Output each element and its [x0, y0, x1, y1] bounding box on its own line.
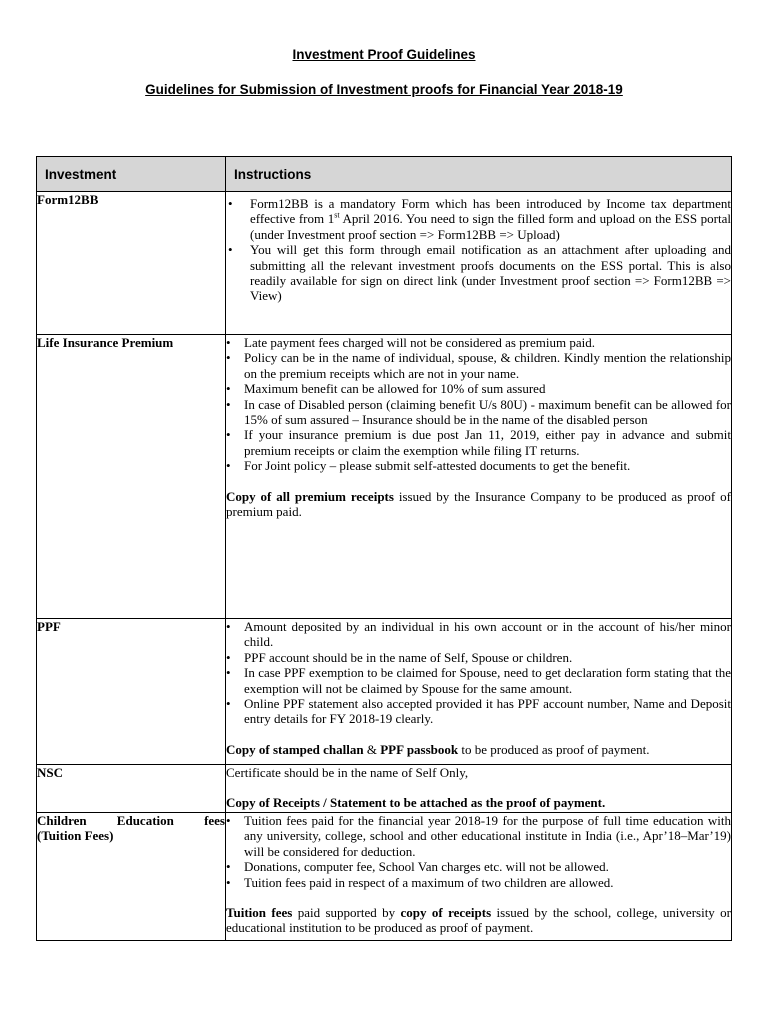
bullet-icon: •	[226, 427, 231, 443]
table-row-life-insurance	[37, 335, 732, 619]
row-label-children-education: Children Education fees (Tuition Fees)	[37, 813, 226, 941]
row-instructions-form12bb	[226, 192, 732, 335]
list-item: • In case PPF exemption to be claimed for Spouse, need to get declaration form stating that the exemption will not be claimed by Spouse for the same amount.	[226, 665, 731, 696]
row-label-life-insurance: Life Insurance Premium	[37, 335, 226, 619]
bullet-icon: •	[226, 874, 231, 890]
list-item: • In case of Disabled person (claiming benefit U/s 80U) - maximum benefit can be allowed for 15% of sum assured – Insurance should be in the name of the disabled person	[226, 396, 731, 428]
row-instructions-ppf	[226, 619, 732, 765]
life-insurance-note: Copy of all premium receipts issued by the Insurance Company to be produced as proof of premium paid.	[226, 488, 732, 520]
children-education-note: Tuition fees paid supported by copy of receipts issued by the school, college, university or educational institution to be produced as proof of payment.	[226, 905, 732, 936]
list-item: • If your insurance premium is due post Jan 11, 2019, either pay in advance and submit premium receipts or claim the exemption while filing IT returns.	[226, 427, 731, 458]
bullet-icon: •	[226, 649, 231, 665]
list-item: • For Joint policy – please submit self-attested documents to get the benefit.	[226, 458, 631, 474]
list-item: • You will get this form through email notification as an attachment after uploading and submitting all the relevant investment proofs documents on the ESS portal. This is also readily available for sign on direct link (under Investment proof section => Form12BB => View)	[228, 242, 731, 304]
row-label-nsc: NSC	[37, 765, 226, 813]
bullet-icon: •	[226, 619, 231, 634]
table-header-row	[37, 157, 732, 192]
bullet-icon: •	[226, 335, 231, 350]
table-row-nsc	[37, 765, 732, 813]
bullet-icon: •	[228, 196, 233, 211]
bullet-icon: •	[226, 381, 231, 397]
list-item: • Amount deposited by an individual in his own account or in the account of his/her minor child.	[226, 619, 731, 650]
bullet-icon: •	[226, 458, 231, 474]
bullet-icon: •	[226, 696, 231, 712]
row-label-ppf: PPF	[37, 619, 226, 765]
list-item: • Policy can be in the name of individual, spouse, & children. Kindly mention the relationship on the premium receipts which are not in your name.	[226, 350, 731, 381]
bullet-icon: •	[226, 665, 231, 681]
bullet-icon: •	[226, 813, 231, 828]
table-row-children-education	[37, 813, 732, 941]
list-item: • Maximum benefit can be allowed for 10% of sum assured	[226, 381, 546, 397]
row-instructions-life-insurance	[226, 335, 732, 619]
list-item: • Form12BB is a mandatory Form which has been introduced by Income tax department effective from 1st April 2016. You need to sign the filled form and upload on the ESS portal (under Investment proof section => Form12BB => Upload)	[228, 196, 732, 242]
list-item: • PPF account should be in the name of Self, Spouse or children.	[226, 649, 573, 665]
bullet-icon: •	[226, 350, 231, 366]
guidelines-table	[36, 156, 732, 941]
column-header-investment: Investment	[37, 157, 226, 192]
document-title: Investment Proof Guidelines	[292, 47, 476, 62]
list-item: • Donations, computer fee, School Van charges etc. will not be allowed.	[226, 859, 609, 875]
row-instructions-nsc	[226, 765, 732, 813]
row-label-form12bb: Form12BB	[37, 192, 226, 335]
nsc-note: Copy of Receipts / Statement to be attached as the proof of payment.	[226, 795, 606, 811]
bullet-icon: •	[226, 396, 231, 412]
document-subtitle: Guidelines for Submission of Investment proofs for Financial Year 2018-19	[145, 82, 623, 97]
list-item: • Tuition fees paid for the financial year 2018-19 for the purpose of full time education with any university, college, school and other educational institute in India (i.e., Apr’18–Mar’19) will be considered for deduction.	[226, 813, 731, 859]
table-row-ppf	[37, 619, 732, 765]
ppf-note: Copy of stamped challan & PPF passbook to be produced as proof of payment.	[226, 741, 650, 757]
list-item: • Late payment fees charged will not be considered as premium paid.	[226, 335, 595, 350]
bullet-icon: •	[226, 859, 231, 875]
nsc-text: Certificate should be in the name of Self Only,	[226, 765, 469, 780]
list-item: • Online PPF statement also accepted provided it has PPF account number, Name and Deposit entry details for FY 2018-19 clearly.	[226, 696, 731, 727]
column-header-instructions: Instructions	[226, 157, 732, 192]
row-instructions-children-education	[226, 813, 732, 941]
bullet-icon: •	[228, 242, 233, 258]
table-row-form12bb	[37, 192, 732, 335]
list-item: • Tuition fees paid in respect of a maximum of two children are allowed.	[226, 874, 614, 890]
